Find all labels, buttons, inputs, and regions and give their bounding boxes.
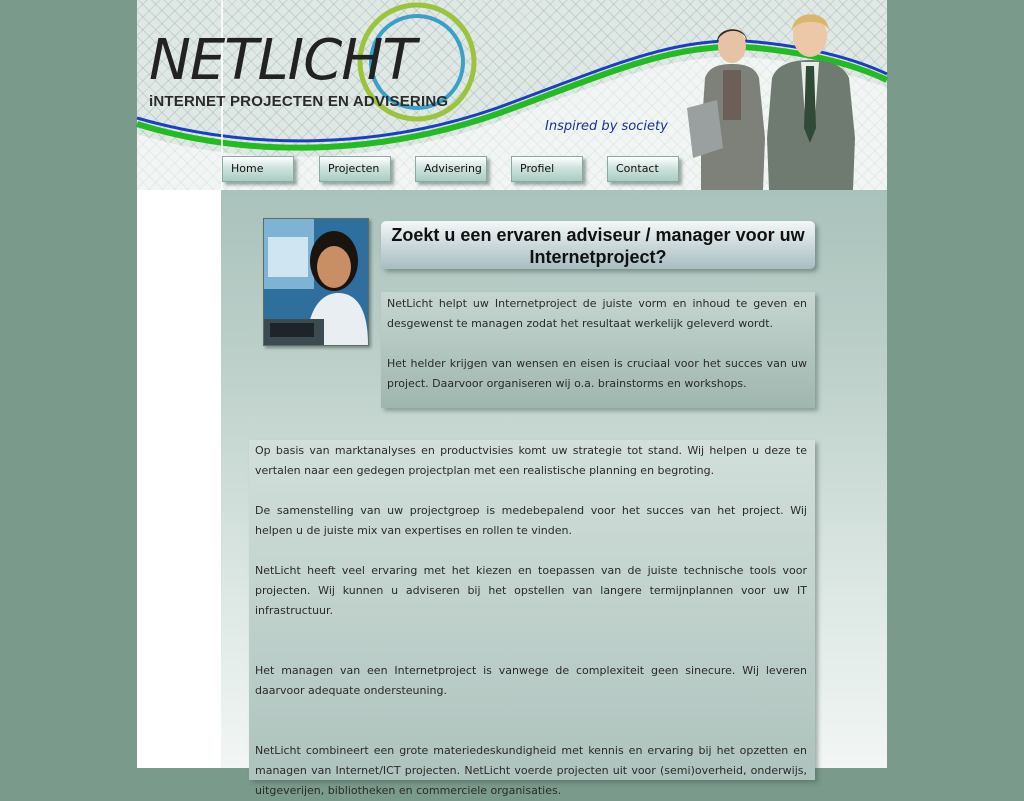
woman-at-computer-photo [263, 218, 369, 346]
nav-home-button[interactable]: Home [222, 156, 294, 182]
body-paragraph: Het managen van een Internetproject is vanwege de complexiteit geen sinecure. Wij leveren daarvoor adequate ondersteuning. [255, 664, 807, 697]
logo-subtitle: iNTERNET PROJECTEN EN ADVISERING [149, 93, 449, 110]
logo-wordmark: NETLICHT [149, 28, 416, 93]
body-paragraph: NetLicht combineert een grote materiedeskundigheid met kennis en ervaring bij het opzetten en managen van Internet/ICT projecten. NetLicht voerde projecten uit voor (semi)overheid, onderwijs, uitgeverijen, bibliotheken en commerciele organisaties. [255, 744, 807, 797]
body-paragraph: Op basis van marktanalyses en productvisies komt uw strategie tot stand. Wij helpen u deze te vertalen naar een gedegen projectplan met een realistische planning en begroting. [255, 444, 807, 477]
nav-advisering-button[interactable]: Advisering [415, 156, 487, 182]
body-paragraph: De samenstelling van uw projectgroep is medebepalend voor het succes van het project. Wij helpen u de juiste mix van expertises en rollen te vinden. [255, 504, 807, 537]
main-text-panel [249, 440, 815, 797]
tagline: Inspired by society [545, 119, 668, 134]
body-paragraph: NetLicht heeft veel ervaring met het kiezen en toepassen van de juiste technische tools voor projecten. Wij kunnen u adviseren bij het opstellen van langere termijnplannen voor uw IT infrastructuur. [255, 564, 807, 617]
intro-paragraph: Het helder krijgen van wensen en eisen is cruciaal voor het succes van uw project. Daarvoor organiseren wij o.a. brainstorms en workshops. [387, 357, 807, 390]
page [137, 0, 887, 797]
nav-projecten-button[interactable]: Projecten [319, 156, 391, 182]
nav-profiel-button[interactable]: Profiel [511, 156, 583, 182]
intro-panel [381, 292, 815, 408]
nav-contact-button[interactable]: Contact [607, 156, 679, 182]
header-banner [137, 0, 887, 190]
intro-paragraph: NetLicht helpt uw Internetproject de juiste vorm en inhoud te geven en desgewenst te managen zodat het resultaat werkelijk geleverd wordt. [387, 297, 807, 330]
left-margin [137, 190, 221, 768]
main-nav [137, 156, 887, 186]
page-heading: Zoekt u een ervaren adviseur / manager voor uw Internetproject? [391, 225, 805, 267]
